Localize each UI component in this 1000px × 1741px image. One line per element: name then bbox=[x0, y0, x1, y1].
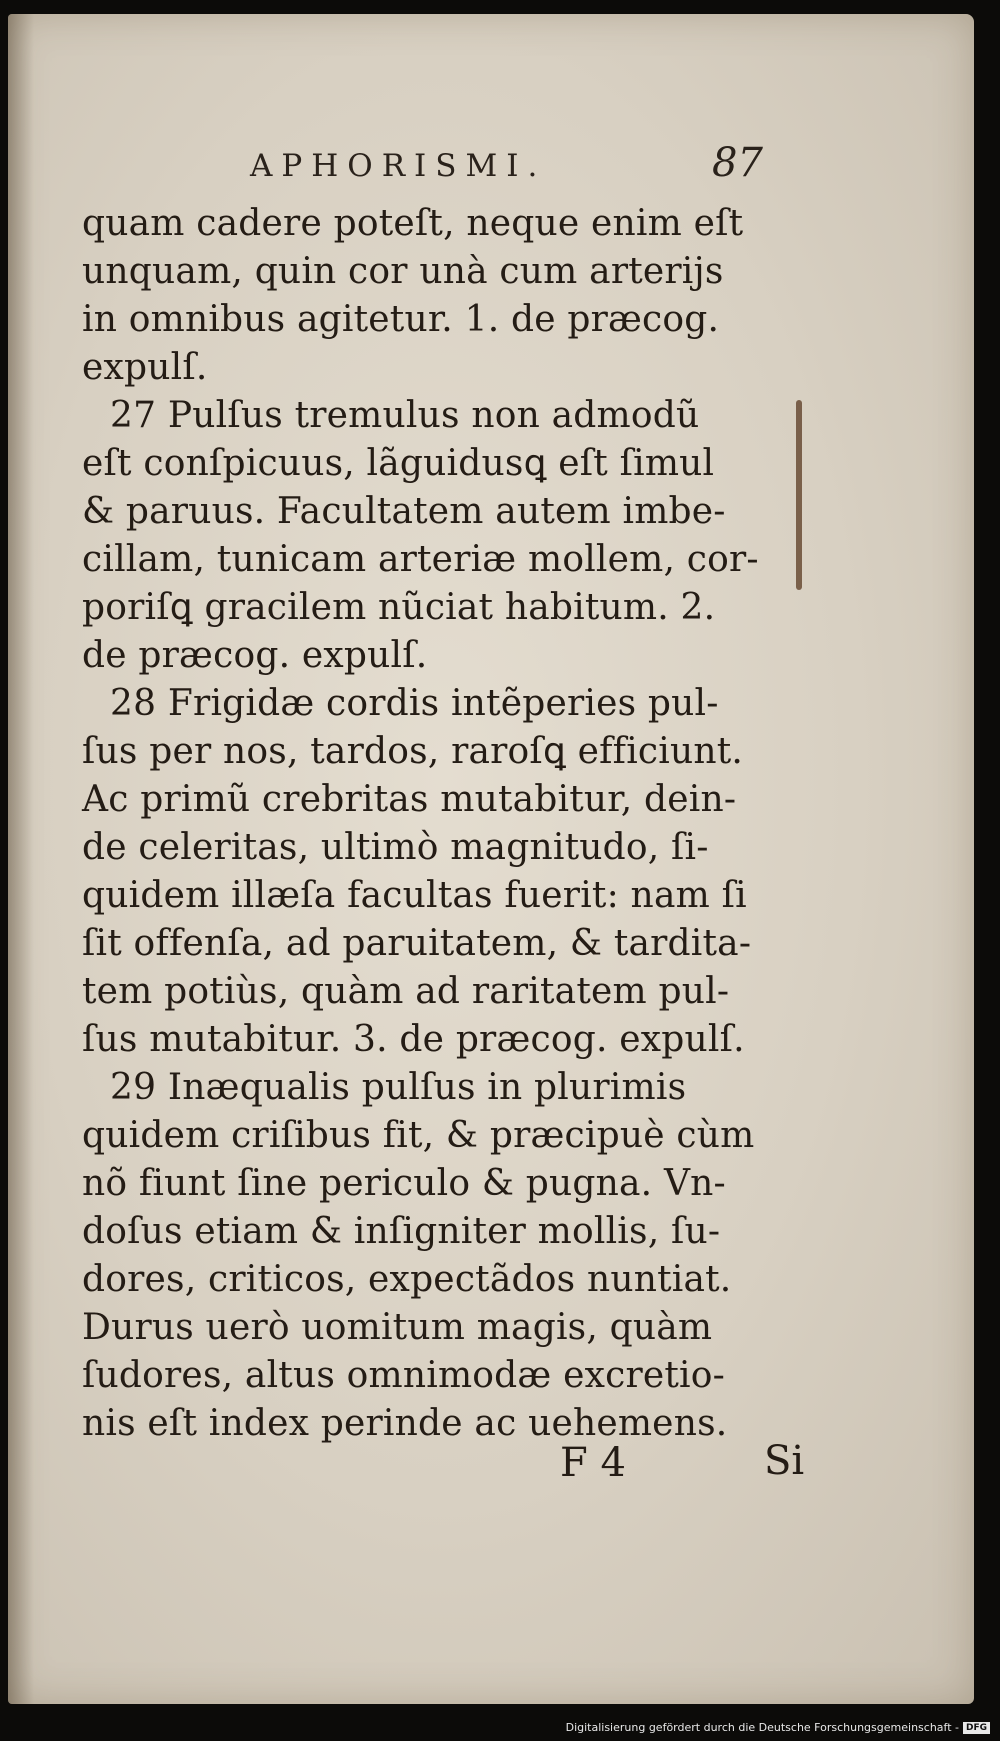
text-line: Ac primũ crebritas mutabitur, dein- bbox=[82, 779, 737, 820]
text-line: nõ fiunt ſine periculo & pugna. Vn- bbox=[82, 1163, 726, 1204]
text-line: unquam, quin cor unà cum arterijs bbox=[82, 251, 724, 292]
text-line: cillam, tunicam arteriæ mollem, cor- bbox=[82, 539, 759, 580]
text-line: dores, criticos, expectãdos nuntiat. bbox=[82, 1259, 732, 1300]
text-line: poriſꝗ gracilem nũciat habitum. 2. bbox=[82, 587, 716, 628]
text-line: & paruus. Facultatem autem imbe- bbox=[82, 491, 726, 532]
catchword: Si bbox=[764, 1438, 805, 1484]
text-line: de celeritas, ultimò magnitudo, ſi- bbox=[82, 827, 709, 868]
text-line: ſus per nos, tardos, raroſꝗ efficiunt. bbox=[82, 731, 744, 772]
margin-mark-line bbox=[796, 400, 802, 590]
text-line: quidem illæſa facultas fuerit: nam ſi bbox=[82, 875, 747, 916]
text-line: de præcog. expulſ. bbox=[82, 635, 428, 676]
page-number: 87 bbox=[712, 140, 763, 186]
text-line: quidem criſibus fit, & præcipuè cùm bbox=[82, 1115, 755, 1156]
text-line: Durus uerò uomitum magis, quàm bbox=[82, 1307, 713, 1348]
text-line: ſus mutabitur. 3. de præcog. expulſ. bbox=[82, 1019, 745, 1060]
signature-mark: F 4 bbox=[560, 1440, 626, 1486]
text-line: nis eſt index perinde ac uehemens. bbox=[82, 1403, 728, 1444]
text-line: doſus etiam & inſigniter mollis, ſu- bbox=[82, 1211, 721, 1252]
text-line: in omnibus agitetur. 1. de præcog. bbox=[82, 299, 720, 340]
digitization-credit bbox=[566, 1721, 990, 1734]
text-line: quam cadere poteſt, neque enim eſt bbox=[82, 203, 744, 244]
text-line: ſit offenſa, ad paruitatem, & tardita- bbox=[82, 923, 752, 964]
gutter-shadow bbox=[8, 14, 34, 1704]
text-line: eſt conſpicuus, lãguidusꝗ eſt ſimul bbox=[82, 443, 715, 484]
body-text bbox=[82, 200, 782, 1448]
aphorism-start-line: 28 Frigidæ cordis intẽperies pul- bbox=[110, 683, 719, 724]
dfg-logo: DFG bbox=[963, 1722, 990, 1734]
text-line: expulſ. bbox=[82, 347, 208, 388]
text-line: ſudores, altus omnimodæ excretio- bbox=[82, 1355, 725, 1396]
running-head: APHORISMI. bbox=[250, 148, 547, 184]
aphorism-start-line: 27 Pulſus tremulus non admodũ bbox=[110, 395, 700, 436]
credit-text: Digitalisierung gefördert durch die Deutsche Forschungsgemeinschaft - bbox=[565, 1721, 959, 1734]
aphorism-start-line: 29 Inæqualis pulſus in plurimis bbox=[110, 1067, 687, 1108]
text-line: tem potiùs, quàm ad raritatem pul- bbox=[82, 971, 730, 1012]
